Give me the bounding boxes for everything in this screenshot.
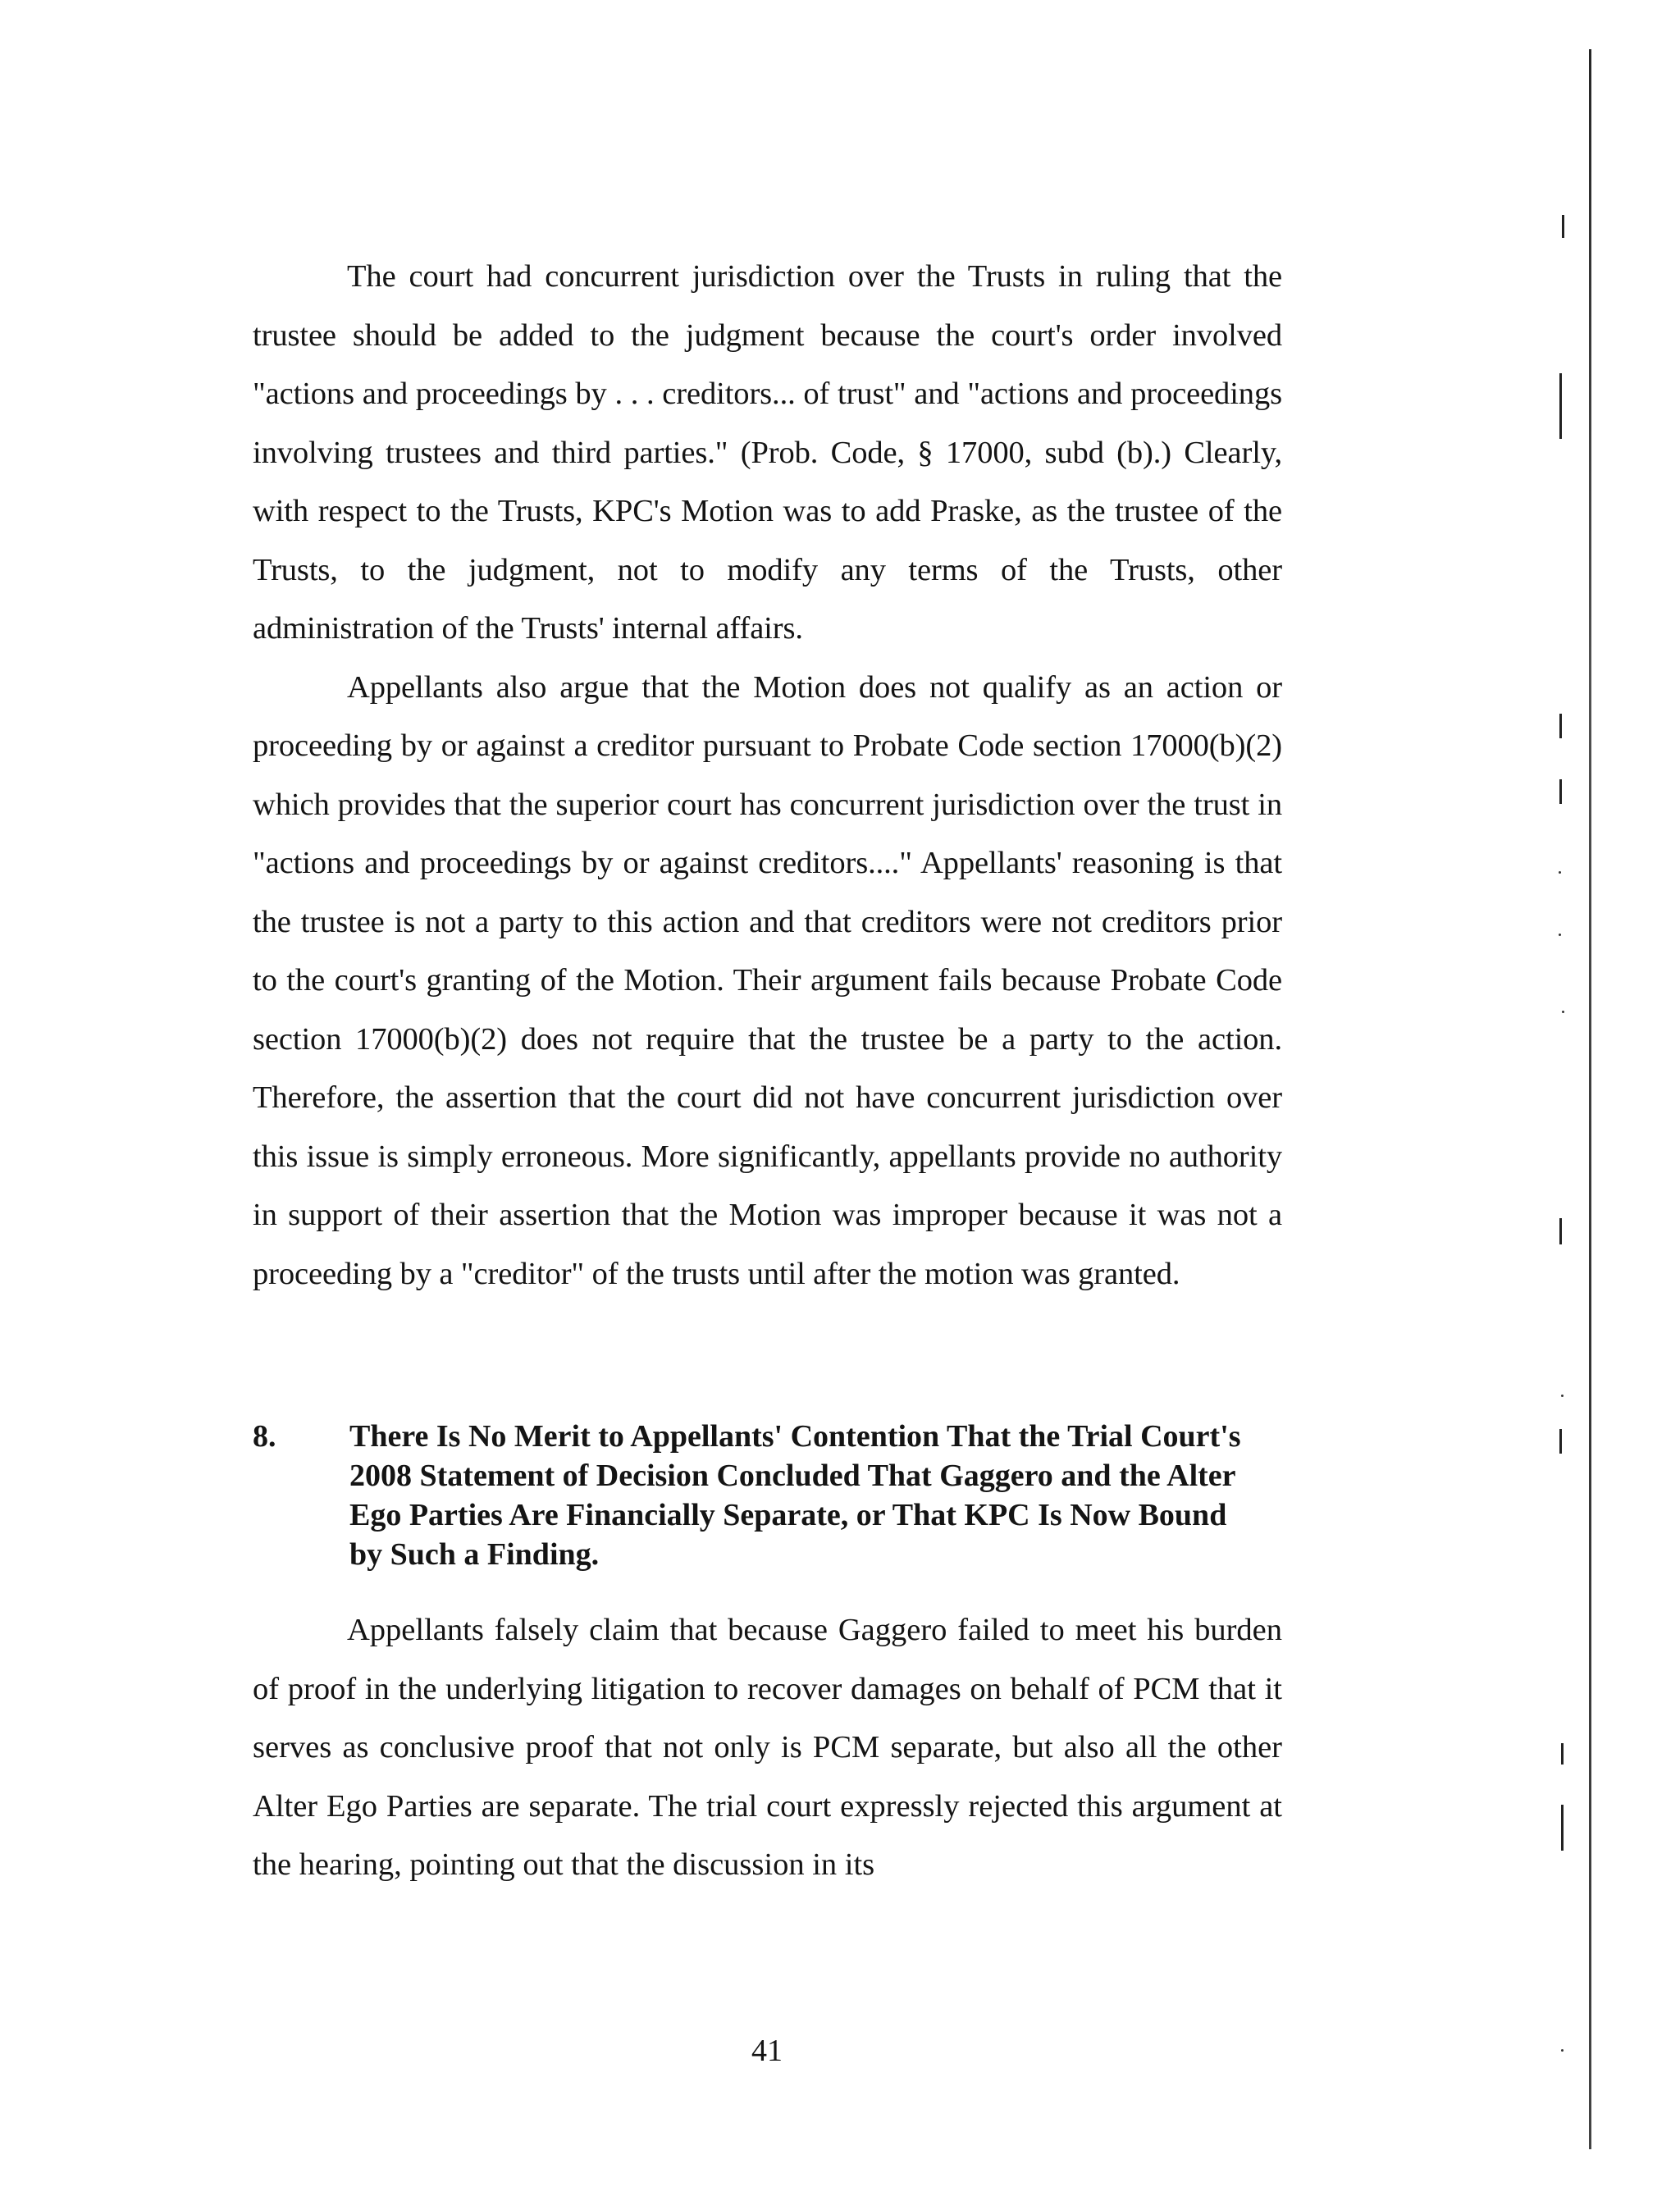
scan-margin-line — [1589, 49, 1591, 2149]
scan-margin-mark — [1561, 1805, 1564, 1851]
paragraph-3: Appellants falsely claim that because Gaggero failed to meet his burden of proof in the underlying litigation to recover damages on behalf of PCM that it serves as conclusive proof that not only is PCM separate, but also all the other Alter Ego Parties are separate. The trial court expressly rejected this argument at the hearing, pointing out that the discussion in its — [253, 1613, 1282, 1882]
section-heading — [253, 1417, 1303, 1574]
scan-speck — [1561, 1395, 1564, 1397]
body-section-2 — [253, 1601, 1282, 1895]
scan-speck — [1561, 2049, 1564, 2052]
scan-speck — [1559, 871, 1561, 874]
scan-margin-mark — [1559, 1429, 1562, 1454]
scan-margin-mark — [1562, 215, 1564, 238]
heading-text: There Is No Merit to Appellants' Contention That the Trial Court's 2008 Statement of Decision Concluded That Gaggero and the Alter Ego Parties Are Financially Separate, or That KPC Is Now Bound by Such a Finding. — [349, 1419, 1241, 1572]
paragraph-2: Appellants also argue that the Motion does not qualify as an action or proceeding by or against a creditor pursuant to Probate Code section 17000(b)(2) which provides that the superior court has concurrent jurisdiction over the trust in "actions and proceedings by or against creditors...." Appellants' reasoning is that the trustee is not a party to this action and that creditors were not creditors prior to the court's granting of the Motion. Their argument fails because Probate Code section 17000(b)(2) does not require that the trustee be a party to the action. Therefore, the assertion that the court did not have concurrent jurisdiction over this issue is simply erroneous. More significantly, appellants provide no authority in support of their assertion that the Motion was improper because it was not a proceeding by a "creditor" of the trusts until after the motion was granted. — [253, 669, 1282, 1291]
body-section-1 — [253, 248, 1282, 1303]
scan-margin-mark — [1559, 779, 1562, 804]
page-number: 41 — [751, 2034, 783, 2068]
scan-speck — [1559, 934, 1561, 936]
scan-margin-mark — [1559, 1218, 1562, 1244]
heading-number: 8. — [253, 1419, 276, 1454]
scan-margin-mark — [1559, 373, 1562, 439]
scan-speck — [1562, 1011, 1564, 1013]
scan-margin-mark — [1559, 714, 1562, 738]
paragraph-1: The court had concurrent jurisdiction over the Trusts in ruling that the trustee should be added to the judgment because the court's order involved "actions and proceedings by . . . creditors... of trust" and "actions and proceedings involving trustees and third parties." (Prob. Code, § 17000, subd (b).) Clearly, with respect to the Trusts, KPC's Motion was to add Praske, as the trustee of the Trusts, to the judgment, not to modify any terms of the Trusts, other administration of the Trusts' internal affairs. — [253, 259, 1282, 646]
scan-margin-mark — [1561, 1743, 1564, 1765]
